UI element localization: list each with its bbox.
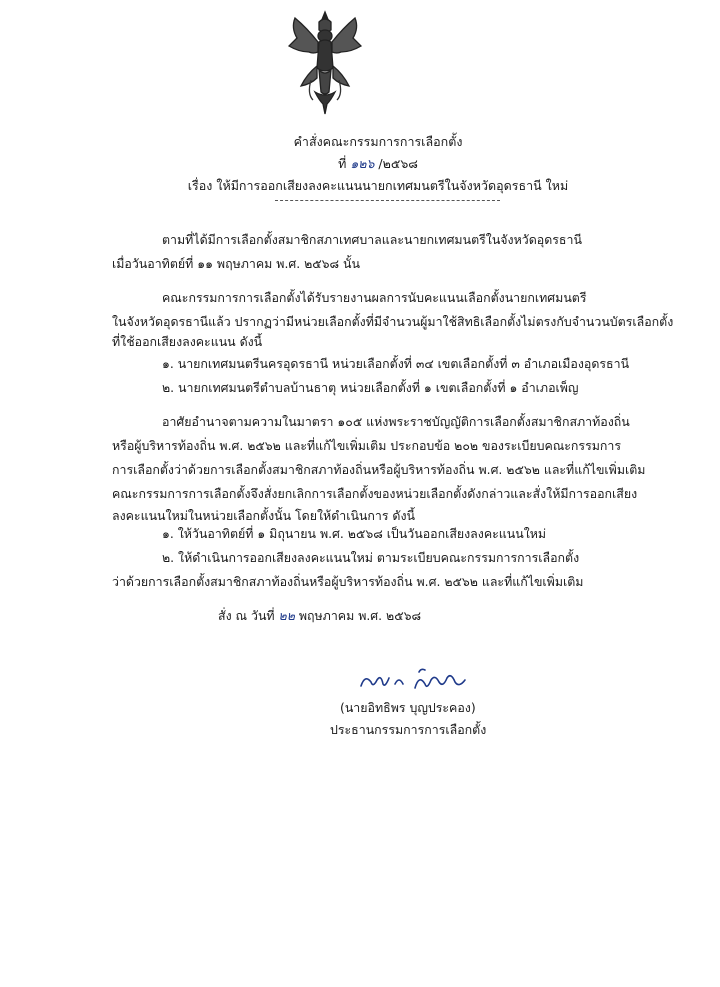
order-title: คำสั่งคณะกรรมการการเลือกตั้ง [293,134,463,149]
body-line: การเลือกตั้งว่าด้วยการเลือกตั้งสมาชิกสภาท้องถิ่นหรือผู้บริหารท้องถิ่น พ.ศ. ๒๕๖๒ และที่แก้ไขเพิ่มเติม [112,462,646,477]
order-number-suffix: /๒๕๖๘ [378,156,418,171]
order-subject: เรื่อง ให้มีการออกเสียงลงคะแนนนายกเทศมนตรีในจังหวัดอุดรธานี ใหม่ [187,178,569,193]
body-line: อาศัยอำนาจตามความในมาตรา ๑๐๕ แห่งพระราชบัญญัติการเลือกตั้งสมาชิกสภาท้องถิ่น [162,414,630,429]
given-date [218,608,421,624]
garuda-emblem-icon [285,8,365,116]
given-day-handwritten: ๒๒ [278,608,295,623]
body-line: ที่ใช้ออกเสียงลงคะแนน ดังนี้ [112,334,263,349]
body-line: คณะกรรมการการเลือกตั้งจึงสั่งยกเลิกการเลือกตั้งของหน่วยเลือกตั้งดังกล่าวและสั่งให้มีการออกเสียง [112,486,638,501]
body-line: คณะกรรมการการเลือกตั้งได้รับรายงานผลการนับคะแนนเลือกตั้งนายกเทศมนตรี [162,290,587,305]
body-line: ลงคะแนนใหม่ในหน่วยเลือกตั้งนั้น โดยให้ดำเนินการ ดังนี้ [112,508,416,523]
body-line: ว่าด้วยการเลือกตั้งสมาชิกสภาท้องถิ่นหรือผู้บริหารท้องถิ่น พ.ศ. ๒๕๖๒ และที่แก้ไขเพิ่มเติม [112,574,584,589]
list-item: ๑. นายกเทศมนตรีนครอุดรธานี หน่วยเลือกตั้งที่ ๓๔ เขตเลือกตั้งที่ ๓ อำเภอเมืองอุดรธานี [162,356,630,371]
given-suffix: พฤษภาคม พ.ศ. ๒๕๖๘ [298,608,422,623]
order-number-prefix: ที่ [338,156,347,171]
body-line: หรือผู้บริหารท้องถิ่น พ.ศ. ๒๕๖๒ และที่แก้ไขเพิ่มเติม ประกอบข้อ ๒๐๒ ของระเบียบคณะกรรมการ [112,438,622,453]
body-line: ในจังหวัดอุดรธานีแล้ว ปรากฏว่ามีหน่วยเลือกตั้งที่มีจำนวนผู้มาใช้สิทธิเลือกตั้งไม่ตรงกับจำนวนบัตรเลือกตั้ง [112,314,674,329]
signature-image [355,664,475,698]
given-prefix: สั่ง ณ วันที่ [218,608,275,623]
body-line: ตามที่ได้มีการเลือกตั้งสมาชิกสภาเทศบาลและนายกเทศมนตรีในจังหวัดอุดรธานี [162,232,582,247]
body-line: เมื่อวันอาทิตย์ที่ ๑๑ พฤษภาคม พ.ศ. ๒๕๖๘ นั้น [112,256,360,271]
signer-position: ประธานกรรมการการเลือกตั้ง [330,722,487,737]
order-number-handwritten: ๑๒๖ [350,156,375,171]
list-item: ๑. ให้วันอาทิตย์ที่ ๑ มิถุนายน พ.ศ. ๒๕๖๘ เป็นวันออกเสียงลงคะแนนใหม่ [162,526,547,541]
separator [275,200,500,201]
list-item: ๒. ให้ดำเนินการออกเสียงลงคะแนนใหม่ ตามระเบียบคณะกรรมการการเลือกตั้ง [162,550,580,565]
signer-name: (นายอิทธิพร บุญประคอง) [340,700,476,715]
list-item: ๒. นายกเทศมนตรีตำบลบ้านธาตุ หน่วยเลือกตั้งที่ ๑ เขตเลือกตั้งที่ ๑ อำเภอเพ็ญ [162,380,579,395]
order-number [18,156,720,172]
